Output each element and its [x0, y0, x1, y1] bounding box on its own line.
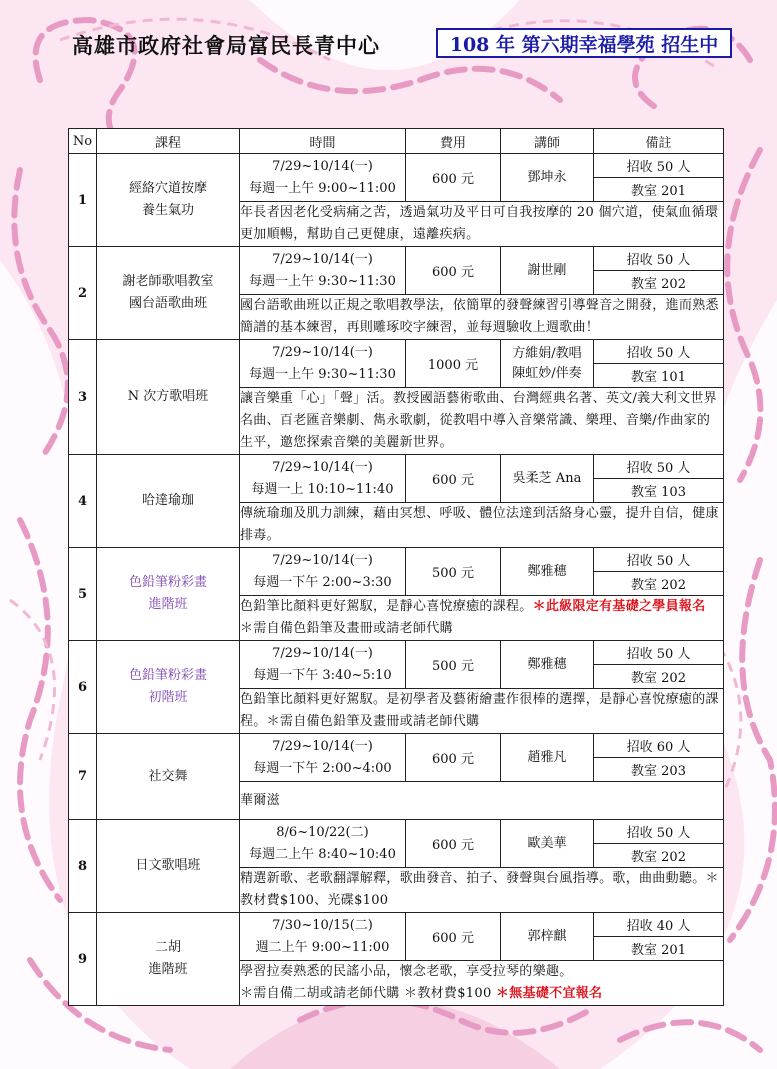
course-fee: 600 元 — [406, 247, 501, 295]
course-name-line: 進階班 — [148, 597, 188, 612]
header-course: 課程 — [97, 129, 240, 154]
course-name-line: 色鉛筆粉彩畫 — [128, 575, 207, 590]
description-text: 色鉛筆比顏料更好駕馭，是靜心喜悅療癒的課程。 — [240, 599, 533, 614]
table-header-row — [69, 129, 724, 154]
enrollment-count: 招收 50 人 — [594, 820, 724, 844]
course-description — [240, 596, 724, 641]
course-name-line: 日文歌唱班 — [135, 858, 201, 873]
course-teacher — [501, 340, 594, 388]
course-time-line: 每週一上午 9:30~11:30 — [249, 273, 396, 289]
enrollment-count: 招收 50 人 — [594, 455, 724, 479]
course-name-line: 哈達瑜珈 — [141, 493, 194, 508]
course-time-line: 7/29~10/14(一) — [272, 251, 373, 267]
course-table — [68, 128, 724, 1006]
course-teacher-line: 鄭雅穗 — [527, 563, 567, 579]
course-description — [240, 782, 724, 820]
course-description — [240, 295, 724, 340]
course-name-line: 謝老師歌唱教室 — [122, 274, 214, 289]
header-fee: 費用 — [406, 129, 501, 154]
enrollment-count: 招收 50 人 — [594, 340, 724, 364]
course-rows — [69, 154, 724, 1006]
course-time — [240, 154, 406, 202]
course-teacher-line: 吳柔芝 Ana — [512, 470, 582, 486]
course-time-line: 7/30~10/15(二) — [272, 917, 373, 933]
course-teacher-line: 謝世剛 — [527, 262, 567, 278]
course-name-line: 社交舞 — [148, 768, 188, 784]
enrollment-count: 招收 50 人 — [594, 247, 724, 271]
course-number: 5 — [69, 548, 97, 641]
description-text: 華爾滋 — [240, 792, 280, 808]
course-teacher — [501, 154, 594, 202]
enrollment-count: 招收 50 人 — [594, 641, 724, 665]
course-name-line: 初階班 — [148, 690, 188, 705]
course-fee: 600 元 — [406, 820, 501, 868]
course-name — [97, 247, 240, 340]
course-time — [240, 820, 406, 868]
course-fee: 500 元 — [406, 641, 501, 689]
course-fee: 1000 元 — [406, 340, 501, 388]
classroom: 教室 103 — [594, 479, 724, 503]
course-name-line: 進階班 — [148, 962, 188, 977]
table-row — [69, 913, 724, 937]
course-teacher — [501, 455, 594, 503]
table-row — [69, 340, 724, 364]
course-number: 6 — [69, 641, 97, 734]
header-teacher: 講師 — [501, 129, 594, 154]
table-row — [69, 641, 724, 665]
table-row — [69, 820, 724, 844]
course-teacher-line: 鄭雅穗 — [527, 656, 567, 672]
course-number: 2 — [69, 247, 97, 340]
classroom: 教室 101 — [594, 364, 724, 388]
course-name — [97, 455, 240, 548]
course-teacher-line: 歐美華 — [527, 835, 567, 851]
classroom: 教室 202 — [594, 665, 724, 689]
course-name-line: 國台語歌曲班 — [128, 296, 207, 311]
course-teacher — [501, 641, 594, 689]
course-time-line: 每週一下午 3:40~5:10 — [253, 667, 392, 683]
description-text: 傳統瑜珈及肌力訓練，藉由冥想、呼吸、體位法達到活絡身心靈，提升自信，健康排毒。 — [240, 506, 719, 543]
description-text: 色鉛筆比顏料更好駕馭。是初學者及藝術繪畫作很棒的選擇，是靜心喜悅療癒的課程。＊需自備色鉛筆及畫冊或請老師代購 — [240, 692, 719, 729]
course-name — [97, 641, 240, 734]
course-teacher-line: 陳虹妙/伴奏 — [512, 365, 582, 381]
course-description — [240, 388, 724, 455]
course-teacher — [501, 820, 594, 868]
course-number: 8 — [69, 820, 97, 913]
course-teacher-line: 趙雅凡 — [527, 749, 567, 765]
course-teacher-line: 鄧坤永 — [527, 169, 567, 185]
enrollment-count: 招收 50 人 — [594, 154, 724, 178]
course-fee: 600 元 — [406, 154, 501, 202]
classroom: 教室 201 — [594, 178, 724, 202]
classroom: 教室 202 — [594, 271, 724, 295]
enrollment-count: 招收 50 人 — [594, 548, 724, 572]
course-name — [97, 820, 240, 913]
description-text: ＊需自備二胡或請老師代購 ＊教材費$100 — [240, 986, 496, 1001]
course-teacher-line: 方維娟/教唱 — [512, 345, 582, 361]
course-time-line: 7/29~10/14(一) — [272, 738, 373, 754]
course-description — [240, 202, 724, 247]
course-number: 9 — [69, 913, 97, 1006]
course-number: 4 — [69, 455, 97, 548]
course-name — [97, 913, 240, 1006]
course-time — [240, 641, 406, 689]
page-header — [0, 28, 777, 64]
table-row — [69, 455, 724, 479]
header-time: 時間 — [240, 129, 406, 154]
description-warning: ＊此級限定有基礎之學員報名 — [532, 599, 706, 614]
course-fee: 600 元 — [406, 455, 501, 503]
enrollment-badge: 108 年 第六期幸福學苑 招生中 — [436, 28, 732, 58]
course-name-line: 經絡穴道按摩 — [128, 181, 207, 196]
description-text: 年長者因老化受病痛之苦，透過氣功及平日可自我按摩的 20 個穴道，使氣血循環更加順暢，幫助自己更健康，遠離疾病。 — [240, 205, 719, 242]
header-no: No — [69, 129, 97, 154]
course-time-line: 每週一下午 2:00~3:30 — [253, 574, 392, 590]
table-row — [69, 154, 724, 178]
course-name — [97, 734, 240, 820]
course-description — [240, 961, 724, 1006]
table-row — [69, 548, 724, 572]
course-time — [240, 913, 406, 961]
course-time — [240, 455, 406, 503]
course-number: 1 — [69, 154, 97, 247]
classroom: 教室 202 — [594, 844, 724, 868]
description-text: 國台語歌曲班以正規之歌唱教學法，依簡單的發聲練習引導聲音之開發，進而熟悉簡譜的基本練習，再則雕琢咬字練習，並每週驗收上週歌曲！ — [240, 298, 719, 335]
course-name — [97, 154, 240, 247]
classroom: 教室 203 — [594, 758, 724, 782]
course-fee: 600 元 — [406, 913, 501, 961]
course-fee: 500 元 — [406, 548, 501, 596]
course-time-line: 7/29~10/14(一) — [272, 645, 373, 661]
enrollment-count: 招收 40 人 — [594, 913, 724, 937]
page-title: 高雄市政府社會局富民長青中心 — [72, 33, 380, 58]
table-row — [69, 247, 724, 271]
course-time-line: 7/29~10/14(一) — [272, 459, 373, 475]
course-description — [240, 868, 724, 913]
classroom: 教室 201 — [594, 937, 724, 961]
course-teacher — [501, 734, 594, 782]
course-time — [240, 734, 406, 782]
course-name-line: 色鉛筆粉彩畫 — [128, 668, 207, 683]
course-time — [240, 340, 406, 388]
header-note: 備註 — [594, 129, 724, 154]
course-teacher-line: 郭梓麒 — [527, 928, 567, 944]
course-number: 3 — [69, 340, 97, 455]
course-name — [97, 548, 240, 641]
course-time-line: 每週一下午 2:00~4:00 — [253, 760, 392, 776]
course-time-line: 週二上午 9:00~11:00 — [255, 939, 390, 955]
classroom: 教室 202 — [594, 572, 724, 596]
course-teacher — [501, 913, 594, 961]
description-warning: ＊無基礎不宜報名 — [495, 986, 603, 1001]
course-description — [240, 503, 724, 548]
course-teacher — [501, 548, 594, 596]
course-name-line: 養生氣功 — [141, 203, 194, 218]
enrollment-count: 招收 60 人 — [594, 734, 724, 758]
course-name-line: 二胡 — [154, 940, 181, 955]
course-time-line: 7/29~10/14(一) — [272, 344, 373, 360]
course-time — [240, 247, 406, 295]
course-name — [97, 340, 240, 455]
description-text: ＊需自備色鉛筆及畫冊或請老師代購 — [240, 621, 453, 636]
course-name-line: N 次方歌唱班 — [127, 389, 209, 404]
course-number: 7 — [69, 734, 97, 820]
course-fee: 600 元 — [406, 734, 501, 782]
description-text: 讓音樂重「心」「聲」活。教授國語藝術歌曲、台灣經典名著、英文/義大利文世界名曲、百老匯音樂劇、雋永歌劇，從教唱中導入音樂常識、樂理、音樂/作曲家的生平，邀您探索音樂的美麗新世界。 — [240, 391, 717, 450]
course-time-line: 每週二上午 8:40~10:40 — [249, 846, 396, 862]
course-time-line: 每週一上午 9:30~11:30 — [249, 366, 396, 382]
description-text: 學習拉奏熟悉的民謠小品，懷念老歌，享受拉琴的樂趣。 — [240, 964, 573, 979]
table-row — [69, 734, 724, 758]
course-description — [240, 689, 724, 734]
course-time-line: 每週一上午 9:00~11:00 — [249, 180, 396, 196]
course-time-line: 每週一上 10:10~11:40 — [251, 481, 394, 497]
description-text: 精選新歌、老歌翻譯解釋，歌曲發音、拍子、發聲與台風指導。歌，曲曲動聽。＊教材費$100、光碟$100 — [240, 871, 719, 908]
course-time — [240, 548, 406, 596]
course-time-line: 7/29~10/14(一) — [272, 552, 373, 568]
course-time-line: 8/6~10/22(二) — [276, 824, 369, 840]
course-teacher — [501, 247, 594, 295]
course-time-line: 7/29~10/14(一) — [272, 158, 373, 174]
